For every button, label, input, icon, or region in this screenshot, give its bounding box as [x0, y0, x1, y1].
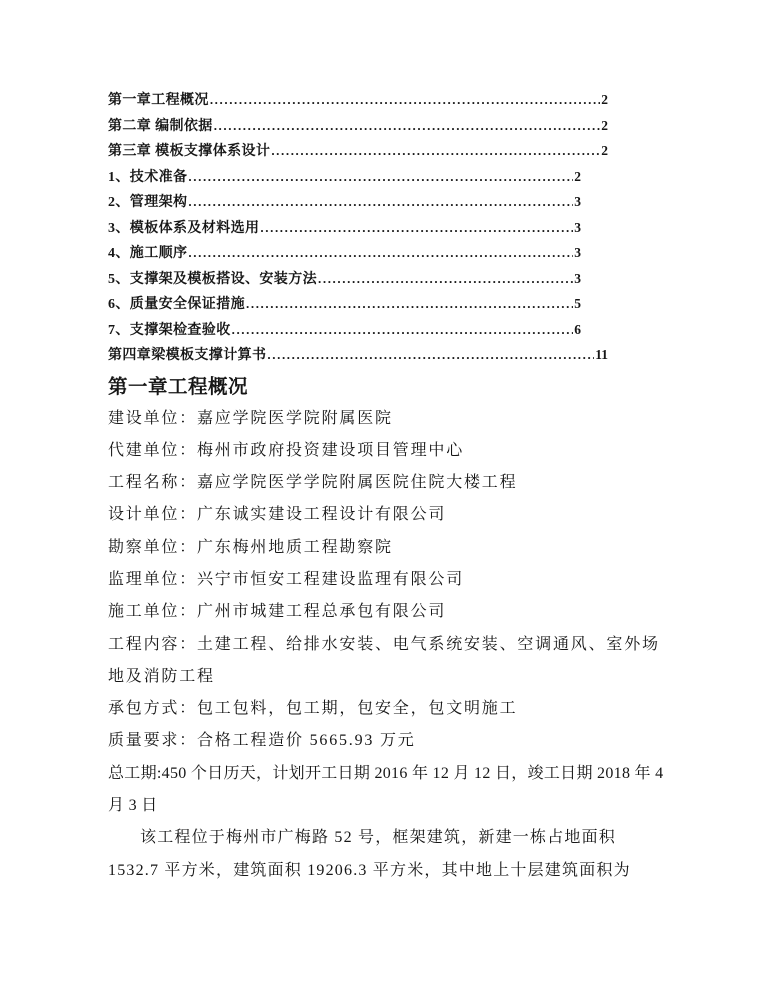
toc-entry-label: 6、质量安全保证措施 [108, 297, 245, 312]
body-paragraph: 施工单位：广州市城建工程总承包有限公司 [108, 603, 447, 621]
toc-entry-label: 第三章 模板支撑体系设计 [108, 144, 271, 159]
toc-page-number: 3 [574, 219, 581, 235]
toc-page-number: 3 [574, 270, 581, 286]
chapter1-heading: 第一章工程概况 [108, 376, 249, 398]
toc-entry [108, 216, 581, 242]
toc-leader-dots [210, 88, 600, 114]
toc-entry [108, 343, 608, 369]
body-paragraph: 工程名称：嘉应学院医学学院附属医院住院大楼工程 [108, 474, 518, 492]
toc-entry-label: 第二章 编制依据 [108, 118, 213, 134]
toc-leader-dots [188, 241, 573, 267]
body-paragraph: 工程内容：土建工程、给排水安装、电气系统安装、空调通风、室外场地及消防工程 [108, 635, 660, 685]
toc-page-number: 2 [601, 143, 608, 158]
body-paragraph: 设计单位：广东诚实建设工程设计有限公司 [108, 506, 447, 524]
toc-entry [108, 190, 581, 216]
toc-entry-label: 2、管理架构 [108, 195, 188, 210]
body-paragraph: 承包方式：包工包料，包工期，包安全，包文明施工 [108, 700, 518, 718]
toc-entry [108, 88, 608, 114]
toc-entry [108, 267, 581, 293]
toc-page-number: 2 [574, 168, 581, 184]
toc-page-number: 2 [601, 92, 608, 107]
toc-entry-label: 第一章工程概况 [108, 93, 209, 108]
toc-page-number: 3 [574, 245, 581, 260]
toc-page-number: 5 [574, 296, 581, 311]
toc-page-number: 3 [574, 194, 581, 209]
toc-entry-label: 5、支撑架及模板搭设、安装方法 [108, 271, 317, 287]
toc-page-number: 11 [595, 347, 608, 362]
toc-entry-label: 1、技术准备 [108, 169, 188, 185]
body-paragraph: 勘察单位：广东梅州地质工程勘察院 [108, 538, 393, 556]
toc-entry [108, 241, 581, 267]
toc-entry [108, 139, 608, 165]
toc-leader-dots [271, 139, 600, 165]
toc-leader-dots [214, 114, 601, 140]
chapter1-body [108, 403, 665, 887]
toc-leader-dots [246, 292, 573, 318]
toc-leader-dots [232, 318, 574, 344]
body-paragraph: 总工期:450 个日历天，计划开工日期 2016 年 12 月 12 日，竣工日期 2018 年 4 月 3 日 [108, 764, 664, 815]
toc-leader-dots [188, 190, 573, 216]
body-paragraph: 建设单位：嘉应学院医学院附属医院 [108, 409, 393, 427]
table-of-contents [108, 88, 665, 369]
toc-page-number: 6 [574, 321, 581, 337]
body-paragraph: 监理单位：兴宁市恒安工程建设监理有限公司 [108, 570, 465, 588]
toc-leader-dots [267, 343, 594, 369]
toc-leader-dots [318, 267, 573, 293]
body-paragraph: 该工程位于梅州市广梅路 52 号，框架建筑，新建一栋占地面积 1532.7 平方米，建筑面积 19206.3 平方米，其中地上十层建筑面积为 [108, 829, 631, 879]
toc-entry-label: 7、支撑架检查验收 [108, 322, 231, 338]
toc-leader-dots [260, 216, 573, 242]
toc-entry [108, 292, 581, 318]
toc-leader-dots [188, 165, 573, 191]
toc-entry [108, 165, 581, 191]
body-paragraph: 质量要求：合格工程造价 5665.93 万元 [108, 732, 416, 750]
toc-entry [108, 318, 581, 344]
toc-entry-label: 3、模板体系及材料选用 [108, 220, 260, 236]
toc-entry-label: 4、施工顺序 [108, 246, 188, 261]
toc-entry [108, 114, 608, 140]
toc-page-number: 2 [601, 117, 608, 133]
toc-entry-label: 第四章梁模板支撑计算书 [108, 348, 267, 363]
body-paragraph: 代建单位：梅州市政府投资建设项目管理中心 [108, 441, 465, 459]
